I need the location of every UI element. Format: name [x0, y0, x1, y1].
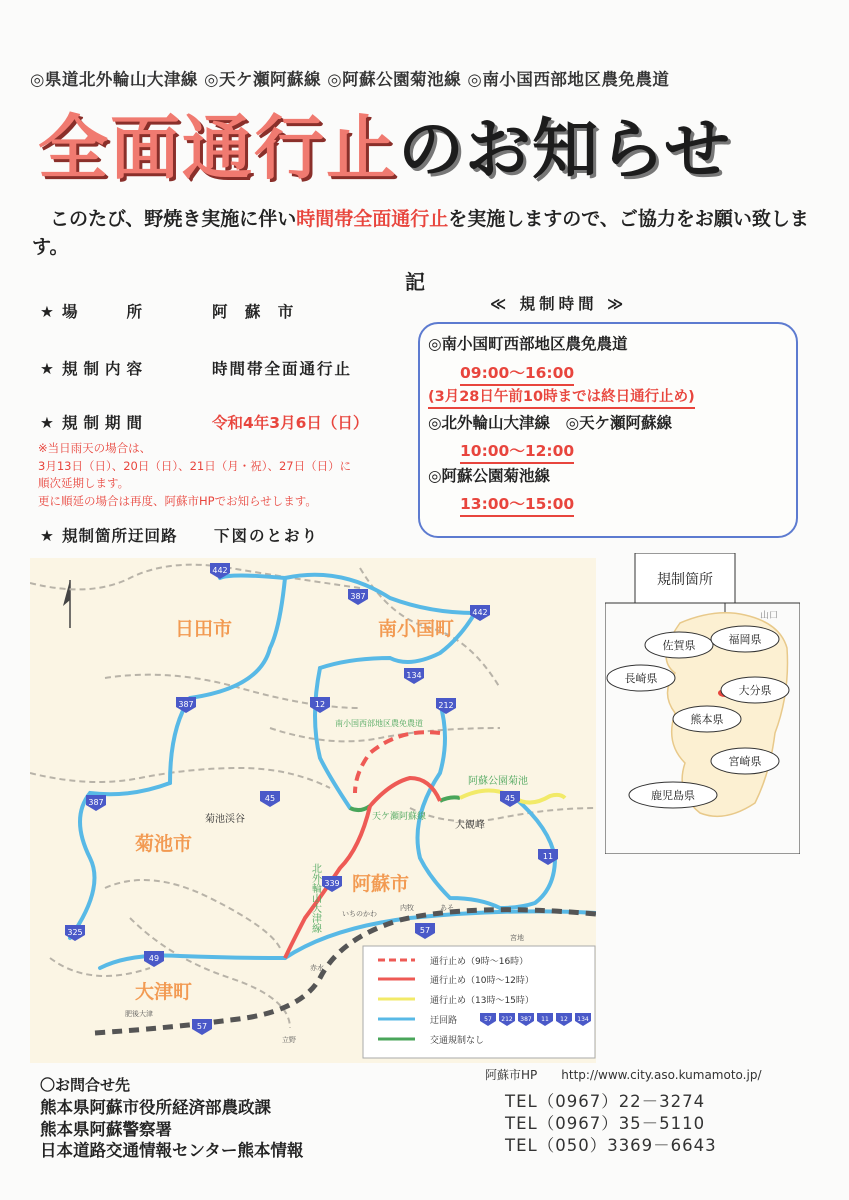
route-label: 北外輪山大津線 — [309, 863, 321, 933]
tel-number: TEL（050）3369－6643 — [505, 1136, 717, 1155]
detail-content — [40, 357, 352, 379]
legend-label: 通行止め（9時～16時） — [430, 957, 529, 967]
hp-url-link[interactable]: http://www.city.aso.kumamoto.jp/ — [561, 1068, 762, 1082]
station-label: いちのかわ — [342, 910, 377, 918]
rain-note-line: ※当日雨天の場合は、 — [38, 441, 152, 455]
intro-text — [32, 205, 822, 261]
road-number: 11 — [542, 852, 554, 861]
prefecture-bubble — [673, 706, 741, 732]
road-number: 387 — [520, 1016, 532, 1023]
route-label: 天ケ瀬阿蘇線 — [372, 812, 427, 822]
detail-detour — [40, 524, 319, 546]
detail-location — [40, 300, 299, 322]
road-number: 49 — [148, 954, 160, 963]
road-number: 387 — [88, 798, 104, 807]
period-label: 規制期間 — [62, 414, 149, 432]
road-number: 325 — [67, 928, 83, 937]
reg-time-1: 09:00～16:00 — [460, 361, 574, 386]
legend-label: 通行止め（10時～12時） — [430, 976, 534, 986]
contact-title: 〇お問合せ先 — [40, 1076, 131, 1094]
title-full-closure: 全面通行止 — [38, 107, 398, 189]
content-value: 時間帯全面通行止 — [212, 360, 353, 378]
city-label: 南小国町 — [378, 618, 455, 640]
contact-org: 熊本県阿蘇警察署 — [40, 1120, 172, 1139]
prefecture-name: 宮崎県 — [728, 755, 762, 768]
contact-org: 日本道路交通情報センター熊本情報 — [40, 1141, 304, 1160]
detour-label: 規制箇所迂回路 — [62, 527, 178, 545]
aso-city-homepage — [485, 1066, 761, 1083]
prefecture-bubble — [629, 782, 717, 808]
prefecture-name: 長崎県 — [624, 672, 658, 685]
prefecture-name: 福岡県 — [728, 633, 762, 646]
station-label: 宮地 — [510, 934, 524, 942]
intro-before: このたび、野焼き実施に伴い — [50, 208, 297, 230]
road-number: 45 — [264, 794, 276, 803]
station-label: 赤水 — [310, 964, 324, 972]
road-number: 442 — [212, 566, 228, 575]
road-number: 387 — [178, 700, 194, 709]
reg-time-1-note: (3月28日午前10時までは終日通行止め) — [428, 385, 695, 409]
reg-time-3: 13:00～15:00 — [460, 492, 574, 517]
inset-small-label: 山口 — [760, 611, 779, 621]
prefecture-bubble — [721, 677, 789, 703]
detour-map — [30, 558, 596, 1063]
prefecture-bubble — [607, 665, 675, 691]
tel-number: TEL（0967）35－5110 — [505, 1114, 706, 1133]
road-number: 45 — [504, 794, 516, 803]
station-label: 内牧 — [400, 904, 414, 912]
prefecture-bubble — [711, 626, 779, 652]
prefecture-name: 大分県 — [738, 684, 772, 697]
star-icon: ★ — [40, 414, 54, 432]
road-number: 134 — [577, 1016, 589, 1023]
kyushu-inset-map — [605, 553, 800, 854]
contact-org: 熊本県阿蘇市役所経済部農政課 — [40, 1098, 271, 1117]
period-value: 令和4年3月6日（日） — [212, 414, 369, 432]
regulation-heading: ≪ 規制時間 ≫ — [490, 295, 628, 313]
inset-title: 規制箇所 — [657, 572, 713, 588]
star-icon: ★ — [40, 527, 54, 545]
road-number: 11 — [541, 1016, 549, 1023]
rain-note-line: 更に順延の場合は再度、阿蘇市HPでお知らせします。 — [38, 493, 317, 508]
route-label: 阿蘇公園菊池 — [468, 776, 528, 787]
location-label: 場 所 — [62, 303, 149, 321]
rain-note — [38, 440, 351, 510]
road-number: 57 — [419, 926, 431, 935]
location-value: 阿 蘇 市 — [212, 303, 300, 321]
road-number: 442 — [472, 608, 488, 617]
place-label: 大観峰 — [455, 820, 485, 831]
legend-label: 交通規制なし — [430, 1036, 485, 1046]
title-notice: のお知らせ — [398, 111, 732, 188]
station-label: 立野 — [282, 1036, 296, 1044]
place-label: 菊池渓谷 — [205, 814, 245, 825]
page-title — [38, 92, 731, 193]
hp-label: 阿蘇市HP — [485, 1068, 538, 1082]
city-label: 日田市 — [175, 618, 233, 640]
ki-heading: 記 — [405, 270, 425, 294]
prefecture-name: 鹿児島県 — [651, 789, 695, 802]
road-number: 387 — [350, 592, 366, 601]
road-number: 212 — [438, 701, 454, 710]
road-number: 12 — [560, 1016, 568, 1023]
legend-label: 迂回路 — [430, 1016, 458, 1026]
road-number: 57 — [484, 1016, 492, 1023]
prefecture-bubble — [711, 748, 779, 774]
road-number: 134 — [406, 671, 422, 680]
road-number: 212 — [501, 1016, 513, 1023]
detour-value: 下図のとおり — [214, 527, 320, 545]
intro-after: を実施しますので、ご協力をお願い致します。 — [32, 208, 809, 258]
road-number: 339 — [324, 879, 340, 888]
reg-route-3: ◎阿蘇公園菊池線 — [428, 467, 551, 485]
reg-route-1: ◎南小国町西部地区農免農道 — [428, 335, 628, 353]
prefecture-name: 熊本県 — [690, 713, 724, 726]
map-legend — [363, 946, 595, 1058]
road-number: 12 — [314, 700, 326, 709]
road-number: 57 — [196, 1022, 208, 1031]
intro-highlight: 時間帯全面通行止 — [296, 208, 449, 230]
regulation-box — [418, 322, 798, 538]
content-label: 規制内容 — [62, 360, 149, 378]
city-label: 菊池市 — [135, 833, 193, 855]
station-label: 肥後大津 — [125, 1010, 153, 1018]
rain-note-line: 順次延期します。 — [38, 476, 130, 490]
star-icon: ★ — [40, 360, 54, 378]
reg-route-2: ◎北外輪山大津線 ◎天ケ瀬阿蘇線 — [428, 414, 673, 432]
route-list: ◎県道北外輪山大津線 ◎天ケ瀬阿蘇線 ◎阿蘇公園菊池線 ◎南小国西部地区農免農道 — [30, 70, 670, 89]
detail-period — [40, 411, 368, 433]
route-label: 南小国西部地区農免農道 — [335, 719, 423, 728]
tel-number: TEL（0967）22－3274 — [505, 1092, 706, 1111]
city-label: 大津町 — [135, 981, 193, 1003]
star-icon: ★ — [40, 303, 54, 321]
prefecture-bubble — [645, 632, 713, 658]
prefecture-name: 佐賀県 — [662, 639, 696, 652]
legend-label: 通行止め（13時～15時） — [430, 996, 534, 1006]
rain-note-line: 3月13日（日）、20日（日）、21日（月・祝）、27日（日）に — [38, 458, 352, 473]
station-label: あそ — [440, 904, 454, 912]
city-label: 阿蘇市 — [352, 873, 410, 895]
reg-time-2: 10:00～12:00 — [460, 439, 574, 464]
